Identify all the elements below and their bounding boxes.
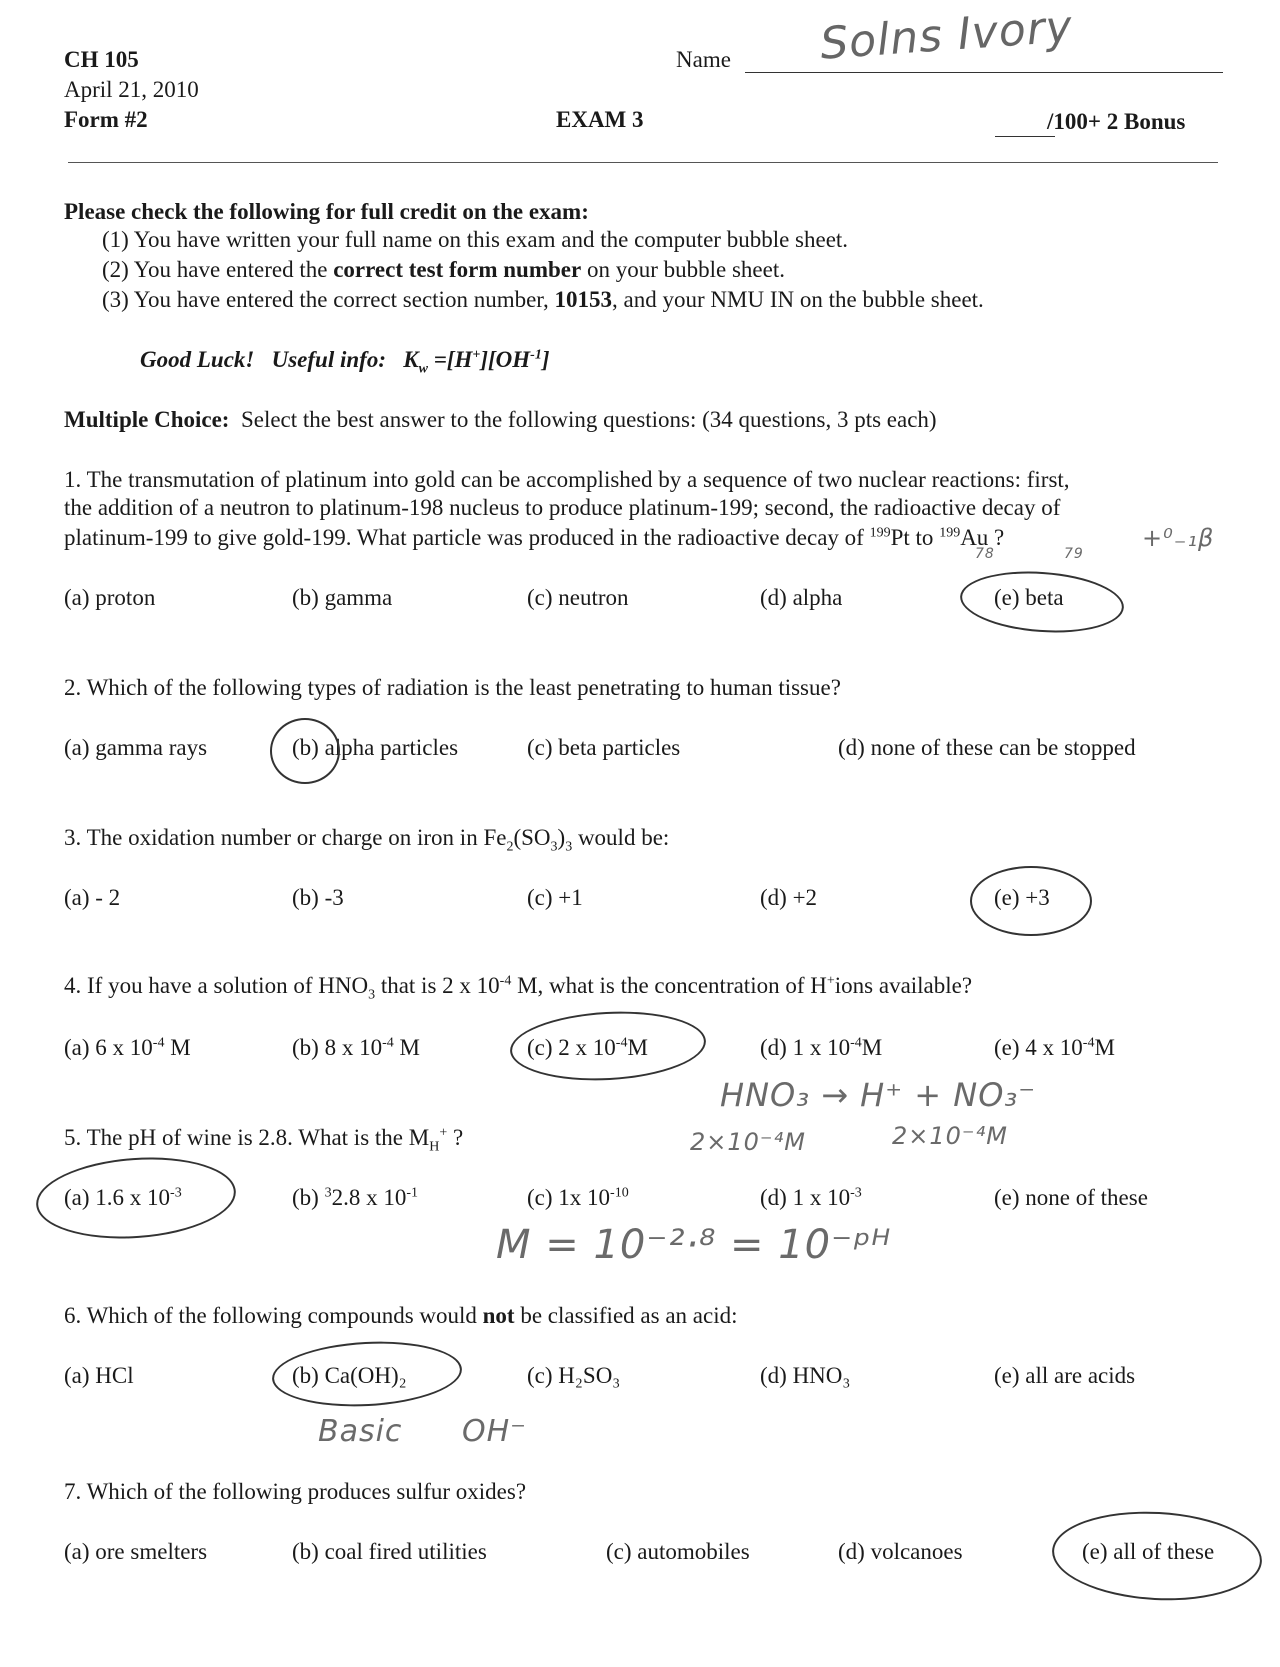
q6-option-b[interactable]: (b) Ca(OH)₂ xyxy=(292,1363,407,1388)
q5-option-a[interactable]: (a) 1.6 x $10^{-3}$ xyxy=(64,1185,182,1210)
q1-note-beta: +⁰₋₁β xyxy=(1142,524,1215,552)
q7-option-e[interactable]: (e) all of these xyxy=(1082,1539,1215,1564)
q6-answer-circle xyxy=(270,1337,463,1411)
q1-note-au-z: 79 xyxy=(1064,546,1084,562)
mc-heading: Multiple Choice: Select the best answer to the following questions: (34 questions, 3 pts each) xyxy=(64,407,937,432)
q3-option-e[interactable]: (e) +3 xyxy=(994,885,1050,910)
useful-info: Good Luck! Useful info: $K_w =[H^+][OH^{-1}]$ xyxy=(140,347,550,377)
name-label: Name xyxy=(676,47,731,72)
header-divider xyxy=(68,162,1218,163)
q1-option-d[interactable]: (d) alpha xyxy=(760,585,843,610)
q4-stem: 4. If you have a solution of $HNO_3$ that is 2 x $10^{-4}$ M, what is the concentration of H+ions available? xyxy=(64,973,973,1003)
q4-option-a[interactable]: (a) 6 x $10^{-4}$ M xyxy=(64,1035,191,1060)
q4-option-d[interactable]: (d) 1 x $10^{-4}M$ xyxy=(760,1035,883,1060)
exam-date: April 21, 2010 xyxy=(64,77,199,102)
form-number: Form #2 xyxy=(64,107,148,132)
q6-note-basic: Basic xyxy=(318,1414,403,1449)
q6-option-d[interactable]: (d) HNO₃ xyxy=(760,1363,851,1388)
q7-answer-circle xyxy=(1050,1507,1264,1606)
q5-answer-circle xyxy=(33,1151,238,1245)
name-line xyxy=(745,72,1223,73)
q2-option-b[interactable]: (b) alpha particles xyxy=(292,735,459,760)
q4-option-b[interactable]: (b) 8 x $10^{-4}$ M xyxy=(292,1035,420,1060)
q1-answer-circle xyxy=(958,566,1126,637)
q5-option-b[interactable]: (b) $^3$2.8 x $10^{-1}$ xyxy=(292,1185,418,1210)
score-total: /100+ 2 Bonus xyxy=(1047,109,1186,134)
q2-option-d[interactable]: (d) none of these can be stopped xyxy=(838,735,1136,760)
q6-option-c[interactable]: (c) H₂SO₃ xyxy=(527,1363,621,1388)
q3-option-c[interactable]: (c) +1 xyxy=(527,885,583,910)
q6-option-a[interactable]: (a) HCl xyxy=(64,1363,134,1388)
q1-option-e[interactable]: (e) beta xyxy=(994,585,1064,610)
q4-option-e[interactable]: (e) 4 x $10^{-4}M$ xyxy=(994,1035,1115,1060)
q3-stem: 3. The oxidation number or charge on iron in $Fe_2(SO_3)_3$ would be: xyxy=(64,825,670,855)
q3-option-a[interactable]: (a) - 2 xyxy=(64,885,121,910)
instructions-heading: Please check the following for full credit on the exam: xyxy=(64,199,589,224)
q1-line3: platinum-199 to give gold-199. What particle was produced in the radioactive decay of $^{199}$Pt to $^{199}$Au ? xyxy=(64,525,1005,550)
q6-option-e[interactable]: (e) all are acids xyxy=(994,1363,1136,1388)
q1-line2: the addition of a neutron to platinum-198 nucleus to produce platinum-199; second, the radioactive decay of xyxy=(64,495,1061,520)
q7-option-a[interactable]: (a) ore smelters xyxy=(64,1539,208,1564)
q7-option-d[interactable]: (d) volcanoes xyxy=(838,1539,963,1564)
q4-note-left: 2×10⁻⁴M xyxy=(690,1128,806,1156)
q7-option-c[interactable]: (c) automobiles xyxy=(606,1539,750,1564)
q3-answer-circle xyxy=(970,866,1092,936)
instruction-2: (2) You have entered the correct test form number on your bubble sheet. xyxy=(102,257,785,282)
q4-note-equation: HNO₃ → H⁺ + NO₃⁻ xyxy=(720,1076,1037,1114)
q3-option-d[interactable]: (d) +2 xyxy=(760,885,818,910)
q5-option-c[interactable]: (c) 1x $10^{-10}$ xyxy=(527,1185,629,1210)
q2-option-c[interactable]: (c) beta particles xyxy=(527,735,681,760)
q1-note-pt-z: 78 xyxy=(975,546,995,562)
exam-title: EXAM 3 xyxy=(556,107,644,132)
q7-option-b[interactable]: (b) coal fired utilities xyxy=(292,1539,487,1564)
q5-note-formula: M = 10⁻²·⁸ = 10⁻ᵖᴴ xyxy=(496,1222,892,1268)
q2-answer-circle xyxy=(270,718,340,784)
student-name: Solns Ivory xyxy=(818,1,1075,70)
q1-option-a[interactable]: (a) proton xyxy=(64,585,156,610)
q5-option-e[interactable]: (e) none of these xyxy=(994,1185,1148,1210)
q2-option-a[interactable]: (a) gamma rays xyxy=(64,735,208,760)
q4-option-c[interactable]: (c) 2 x $10^{-4}M$ xyxy=(527,1035,648,1060)
q3-option-b[interactable]: (b) -3 xyxy=(292,885,344,910)
course-code: CH 105 xyxy=(64,47,139,72)
instruction-1: (1) You have written your full name on this exam and the computer bubble sheet. xyxy=(102,227,849,252)
score-line xyxy=(995,136,1055,137)
q1-option-b[interactable]: (b) gamma xyxy=(292,585,393,610)
q7-stem: 7. Which of the following produces sulfur oxides? xyxy=(64,1479,527,1504)
q6-stem: 6. Which of the following compounds would not be classified as an acid: xyxy=(64,1303,738,1328)
q4-note-right: 2×10⁻⁴M xyxy=(892,1122,1008,1150)
q1-option-c[interactable]: (c) neutron xyxy=(527,585,629,610)
q4-answer-circle xyxy=(508,1007,707,1085)
instruction-3: (3) You have entered the correct section number, 10153, and your NMU IN on the bubble sheet. xyxy=(102,287,984,312)
q1-line1: 1. The transmutation of platinum into gold can be accomplished by a sequence of two nuclear reactions: first, xyxy=(64,467,1070,492)
q2-stem: 2. Which of the following types of radiation is the least penetrating to human tissue? xyxy=(64,675,841,700)
q5-stem: 5. The pH of wine is 2.8. What is the $M_H^+$ ? xyxy=(64,1125,464,1155)
q5-option-d[interactable]: (d) 1 x $10^{-3}$ xyxy=(760,1185,862,1210)
q6-note-oh: OH⁻ xyxy=(462,1414,528,1449)
